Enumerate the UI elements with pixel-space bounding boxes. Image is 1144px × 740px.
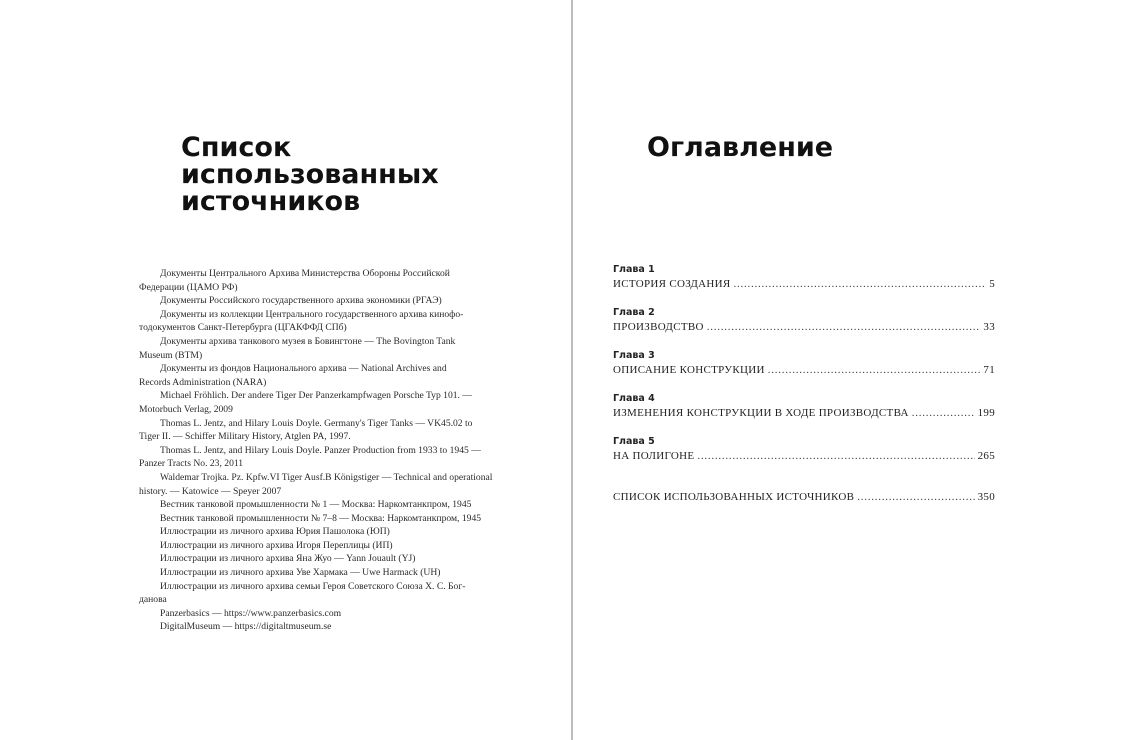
source-line-continued: Panzer Tracts No. 23, 2011 (139, 458, 244, 470)
source-line-continued: Museum (BTM) (139, 349, 203, 361)
sources-heading-line-3: источников (181, 186, 361, 217)
source-line: Вестник танковой промышленности № 1 — Москва: Наркомтанкпром, 1945 (160, 499, 472, 511)
source-line: Michael Fröhlich. Der andere Tiger Der Panzerkampfwagen Porsche Typ 101. — (160, 390, 472, 402)
source-line: Thomas L. Jentz, and Hilary Louis Doyle. Germany's Tiger Tanks — VK45.02 to (160, 417, 473, 429)
source-line: Иллюстрации из личного архива семьи Героя Советского Союза Х. С. Бог- (160, 580, 466, 592)
sources-heading (181, 134, 481, 215)
source-line-continued: Федерации (ЦАМО РФ) (139, 281, 238, 293)
source-item (160, 539, 532, 553)
toc-chapter-label: Глава 5 (613, 436, 655, 447)
toc-row[interactable] (613, 406, 995, 421)
toc-title: ИЗМЕНЕНИЯ КОНСТРУКЦИИ В ХОДЕ ПРОИЗВОДСТВА (613, 407, 909, 419)
sources-heading-line-2: использованных (181, 159, 439, 190)
source-line-continued: данова (139, 594, 167, 606)
toc-row[interactable] (613, 363, 995, 378)
toc-page-number: 71 (983, 364, 995, 376)
toc-title: СПИСОК ИСПОЛЬЗОВАННЫХ ИСТОЧНИКОВ (613, 491, 855, 503)
source-line: Документы Центрального Архива Министерства Обороны Российской (160, 268, 450, 279)
toc-leader-dots (912, 406, 975, 421)
toc-chapter-label: Глава 1 (613, 264, 655, 275)
source-item (160, 566, 532, 580)
source-line: Документы Российского государственного архива экономики (РГАЭ) (160, 295, 442, 307)
source-item (139, 267, 532, 294)
source-item (139, 362, 532, 389)
source-item (139, 335, 532, 362)
toc-leader-dots (697, 449, 974, 464)
toc-leader-dots (857, 490, 974, 505)
toc-row[interactable] (613, 490, 995, 505)
source-item (160, 525, 532, 539)
source-line: Вестник танковой промышленности № 7–8 — Москва: Наркомтанкпром, 1945 (160, 512, 482, 524)
toc-row[interactable] (613, 449, 995, 464)
source-line: Иллюстрации из личного архива Игоря Переплицы (ИП) (160, 539, 393, 551)
source-item (160, 552, 532, 566)
source-item (160, 294, 532, 308)
toc-chapter-label: Глава 4 (613, 393, 655, 404)
source-line: Иллюстрации из личного архива Яна Жуо — Yann Jouault (YJ) (160, 553, 416, 565)
toc-page-number: 265 (977, 450, 995, 462)
toc-title: ИСТОРИЯ СОЗДАНИЯ (613, 278, 731, 290)
toc-page-number: 33 (983, 321, 995, 333)
source-line: DigitalMuseum — https://digitaltmuseum.se (160, 621, 332, 633)
toc-entry (613, 436, 995, 464)
source-item (139, 389, 532, 416)
toc-row[interactable] (613, 320, 995, 335)
source-line: Thomas L. Jentz, and Hilary Louis Doyle. Panzer Production from 1933 to 1945 — (160, 444, 481, 456)
right-page (573, 0, 1144, 740)
toc-leader-dots (768, 363, 981, 378)
source-line-continued: Motorbuch Verlag, 2009 (139, 403, 233, 415)
source-line-continued: history. — Katowice — Speyer 2007 (139, 485, 282, 497)
source-line-continued: Tiger II. — Schiffer Military History, Atglen PA, 1997. (139, 431, 351, 443)
toc-chapter-label: Глава 3 (613, 350, 655, 361)
toc-page-number: 199 (977, 407, 995, 419)
source-line: Документы из коллекции Центрального государственного архива кинофо- (160, 308, 464, 320)
source-item (160, 607, 532, 621)
source-line: Документы из фондов Национального архива — National Archives and (160, 363, 447, 375)
toc-chapter-label: Глава 2 (613, 307, 655, 318)
toc-entry-sources (613, 490, 995, 505)
source-line-continued: тодокументов Санкт-Петербурга (ЦГАКФФД СПб) (139, 322, 347, 334)
table-of-contents (613, 264, 995, 520)
source-item (139, 471, 532, 498)
source-item (139, 580, 532, 607)
toc-title: НА ПОЛИГОНЕ (613, 450, 695, 462)
source-line-continued: Records Administration (NARA) (139, 376, 267, 388)
source-item (139, 417, 532, 444)
toc-title: ПРОИЗВОДСТВО (613, 321, 704, 333)
sources-list (139, 267, 532, 634)
source-line: Waldemar Trojka. Pz. Kpfw.VI Tiger Ausf.B Königstiger — Technical and operational (160, 471, 493, 483)
source-line: Иллюстрации из личного архива Юрия Пашолока (ЮП) (160, 526, 390, 538)
toc-leader-dots (734, 277, 987, 292)
source-item (160, 498, 532, 512)
toc-entry (613, 393, 995, 421)
toc-page-number: 350 (977, 491, 995, 503)
source-item (139, 308, 532, 335)
toc-page-number: 5 (989, 278, 995, 290)
source-line: Panzerbasics — https://www.panzerbasics.com (160, 607, 342, 619)
source-line: Иллюстрации из личного архива Уве Хармака — Uwe Harmack (UH) (160, 567, 441, 579)
source-item (139, 444, 532, 471)
toc-entry (613, 350, 995, 378)
source-item (160, 512, 532, 526)
toc-heading: Оглавление (647, 132, 834, 163)
toc-entry (613, 264, 995, 292)
toc-title: ОПИСАНИЕ КОНСТРУКЦИИ (613, 364, 765, 376)
sources-heading-line-1: Список (181, 132, 292, 163)
toc-leader-dots (707, 320, 981, 335)
toc-row[interactable] (613, 277, 995, 292)
source-item (160, 620, 532, 634)
source-line: Документы архива танкового музея в Бовингтоне — The Bovington Tank (160, 335, 456, 347)
toc-entry (613, 307, 995, 335)
